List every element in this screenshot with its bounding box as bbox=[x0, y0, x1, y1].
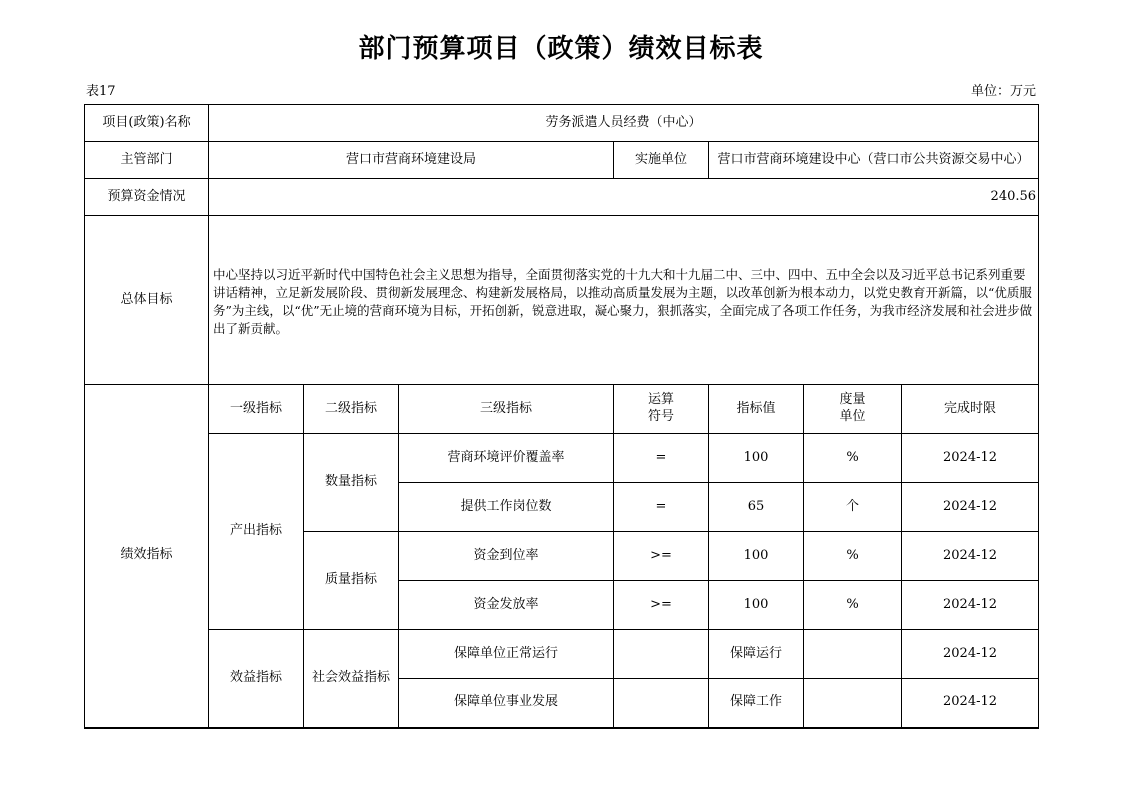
unit-label: 单位：万元 bbox=[970, 84, 1036, 99]
indicator-name: 保障单位事业发展 bbox=[399, 679, 614, 728]
project-name-label: 项目(政策)名称 bbox=[85, 105, 209, 142]
page-title: 部门预算项目（政策）绩效目标表 bbox=[358, 34, 764, 64]
indicator-value: 100 bbox=[709, 581, 804, 630]
indicator-deadline: 2024-12 bbox=[902, 434, 1039, 483]
indicator-deadline: 2024-12 bbox=[902, 581, 1039, 630]
indicator-unit: % bbox=[804, 434, 902, 483]
goal-row bbox=[85, 216, 1039, 385]
header-deadline: 完成时限 bbox=[902, 385, 1039, 434]
indicator-unit bbox=[804, 630, 902, 679]
sheet-number: 表17 bbox=[86, 84, 116, 99]
indicator-value: 100 bbox=[709, 434, 804, 483]
indicator-row bbox=[85, 630, 1039, 679]
indicator-name: 资金发放率 bbox=[399, 581, 614, 630]
group-social: 社会效益指标 bbox=[304, 630, 399, 728]
indicator-name: 保障单位正常运行 bbox=[399, 630, 614, 679]
goal-text: 中心坚持以习近平新时代中国特色社会主义思想为指导，全面贯彻落实党的十九大和十九届二中、三中、四中、五中全会以及习近平总书记系列重要讲话精神，立足新发展阶段、贯彻新发展理念、构建新发展格局，以推动高质量发展为主题，以改革创新为根本动力，以党史教育开新篇，以“优质服务”为主线，以“优”无止境的营商环境为目标，开拓创新，锐意进取，凝心聚力，狠抓落实，全面完成了各项工作任务，为我市经济发展和社会进步做出了新贡献。 bbox=[209, 216, 1039, 385]
header-level3: 三级指标 bbox=[399, 385, 614, 434]
department-label: 主管部门 bbox=[85, 142, 209, 179]
indicator-operator: >= bbox=[614, 581, 709, 630]
department-row bbox=[85, 142, 1039, 179]
indicator-deadline: 2024-12 bbox=[902, 679, 1039, 728]
project-name-value: 劳务派遣人员经费（中心） bbox=[209, 105, 1039, 142]
indicator-value: 保障工作 bbox=[709, 679, 804, 728]
indicator-operator: >= bbox=[614, 532, 709, 581]
indicator-value: 保障运行 bbox=[709, 630, 804, 679]
indicator-deadline: 2024-12 bbox=[902, 532, 1039, 581]
group-benefit: 效益指标 bbox=[209, 630, 304, 728]
group-quantity: 数量指标 bbox=[304, 434, 399, 532]
goal-label: 总体目标 bbox=[85, 216, 209, 385]
indicator-value: 100 bbox=[709, 532, 804, 581]
indicator-name: 资金到位率 bbox=[399, 532, 614, 581]
budget-label: 预算资金情况 bbox=[85, 179, 209, 216]
indicator-unit: % bbox=[804, 581, 902, 630]
performance-label: 绩效指标 bbox=[85, 385, 209, 728]
indicator-unit: % bbox=[804, 532, 902, 581]
project-name-row bbox=[85, 105, 1039, 142]
indicator-row bbox=[85, 434, 1039, 483]
indicator-name: 营商环境评价覆盖率 bbox=[399, 434, 614, 483]
budget-value: 240.56 bbox=[209, 179, 1039, 216]
group-output: 产出指标 bbox=[209, 434, 304, 630]
performance-target-table bbox=[84, 104, 1039, 729]
budget-row bbox=[85, 179, 1039, 216]
header-value: 指标值 bbox=[709, 385, 804, 434]
indicator-operator bbox=[614, 630, 709, 679]
implementer-value: 营口市营商环境建设中心（营口市公共资源交易中心） bbox=[709, 142, 1039, 179]
indicator-unit: 个 bbox=[804, 483, 902, 532]
header-operator: 运算 符号 bbox=[614, 385, 709, 434]
implementer-label: 实施单位 bbox=[614, 142, 709, 179]
indicator-header-row bbox=[85, 385, 1039, 434]
department-value: 营口市营商环境建设局 bbox=[209, 142, 614, 179]
indicator-operator bbox=[614, 679, 709, 728]
header-level1: 一级指标 bbox=[209, 385, 304, 434]
indicator-name: 提供工作岗位数 bbox=[399, 483, 614, 532]
indicator-value: 65 bbox=[709, 483, 804, 532]
header-level2: 二级指标 bbox=[304, 385, 399, 434]
header-unit: 度量 单位 bbox=[804, 385, 902, 434]
indicator-deadline: 2024-12 bbox=[902, 630, 1039, 679]
indicator-deadline: 2024-12 bbox=[902, 483, 1039, 532]
indicator-operator: = bbox=[614, 434, 709, 483]
indicator-unit bbox=[804, 679, 902, 728]
group-quality: 质量指标 bbox=[304, 532, 399, 630]
indicator-operator: = bbox=[614, 483, 709, 532]
